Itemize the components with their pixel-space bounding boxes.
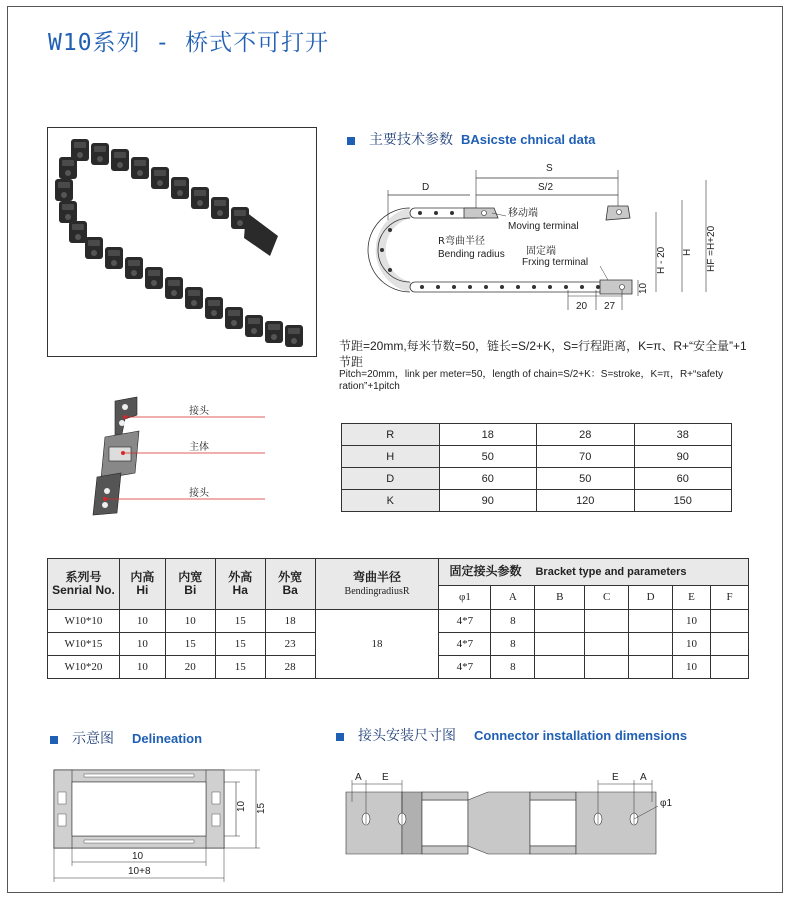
table-cell: 10 — [119, 610, 165, 633]
table-row — [342, 468, 732, 490]
table-cell — [585, 656, 629, 679]
table-cell — [585, 610, 629, 633]
table-row — [342, 424, 732, 446]
header-text: Senrial No. — [52, 583, 115, 597]
dim-h15: 15 — [256, 802, 267, 814]
fixed-zh: 固定端 — [526, 246, 556, 257]
basic-heading-zh: 主要技术参数 — [369, 131, 453, 147]
table-header-row — [48, 559, 749, 586]
part-body: 主体 — [189, 442, 209, 453]
dim-s: S — [546, 163, 553, 174]
table-cell: 70 — [537, 446, 635, 468]
connector-drawing — [336, 762, 676, 862]
table-cell: 8 — [491, 610, 535, 633]
table-cell: 10 — [119, 633, 165, 656]
table-cell: 150 — [634, 490, 732, 512]
table-cell — [629, 610, 673, 633]
col-series — [48, 559, 120, 610]
product-photo — [47, 127, 317, 357]
table-cell: H — [342, 446, 440, 468]
table-cell — [585, 633, 629, 656]
col-bracket — [439, 559, 749, 586]
table-cell — [711, 656, 749, 679]
header-text: 固定接头参数 — [449, 564, 522, 578]
table-cell: 8 — [491, 633, 535, 656]
header-text: 外高 — [228, 570, 253, 584]
page-title: W10系列 - 桥式不可打开 — [48, 30, 330, 56]
table-cell: 120 — [537, 490, 635, 512]
table-cell: 15 — [215, 656, 265, 679]
header-text: 外宽 — [278, 570, 303, 584]
header-text: BendingradiusR — [344, 585, 410, 597]
header-text: Bi — [184, 583, 197, 597]
table-cell: 60 — [439, 468, 537, 490]
table-cell: R — [342, 424, 440, 446]
delineation-heading — [50, 728, 202, 748]
part-head2: 接头 — [189, 488, 209, 499]
header-text: Ba — [282, 583, 298, 597]
header-text: 内高 — [130, 570, 155, 584]
col-d: D — [629, 586, 673, 610]
header-text: Ha — [232, 583, 248, 597]
dim-w18: 10+8 — [128, 866, 151, 877]
delineation-heading-zh: 示意图 — [72, 730, 114, 746]
table-cell: 50 — [537, 468, 635, 490]
connector-heading-en: Connector installation dimensions — [474, 728, 688, 743]
col-b: B — [535, 586, 585, 610]
table-cell: W10*20 — [48, 656, 120, 679]
table-cell: 90 — [439, 490, 537, 512]
table-cell: 15 — [215, 633, 265, 656]
note-zh: 节距=20mm,每米节数=50，链长=S/2+K，S=行程距离，K=π、R+“安全量”+1节距 — [339, 339, 747, 369]
table-cell: 28 — [537, 424, 635, 446]
col-f: F — [711, 586, 749, 610]
table-cell: 15 — [215, 610, 265, 633]
header-text: 系列号 — [65, 570, 102, 584]
table-cell: 4*7 — [439, 610, 491, 633]
table-cell: 10 — [673, 610, 711, 633]
dim-s2: S/2 — [538, 182, 554, 193]
dim-hf: HF =H+20 — [706, 225, 717, 272]
delineation-heading-en: Delineation — [132, 731, 203, 746]
dim-h20: H - 20 — [656, 246, 667, 274]
table-cell — [535, 610, 585, 633]
fixed-en: Frxing terminal — [522, 257, 589, 268]
table-cell: W10*15 — [48, 633, 120, 656]
table-cell — [535, 633, 585, 656]
header-text: 弯曲半径 — [353, 569, 402, 584]
table-cell: 4*7 — [439, 633, 491, 656]
dim-h: H — [682, 248, 693, 256]
table-row — [342, 446, 732, 468]
chain-technical-drawing — [360, 150, 750, 310]
table-cell — [535, 656, 585, 679]
col-ba — [265, 559, 315, 610]
table-cell: 23 — [265, 633, 315, 656]
dim-10: 10 — [638, 282, 649, 294]
link-parts-diagram — [75, 395, 315, 520]
dim-d: D — [422, 182, 430, 193]
dim-a-left: A — [355, 772, 362, 783]
table-cell — [711, 633, 749, 656]
table-cell: 20 — [165, 656, 215, 679]
table-cell — [629, 656, 673, 679]
table-cell: 8 — [491, 656, 535, 679]
basic-data-heading — [347, 129, 595, 149]
bullet-square-icon — [50, 736, 58, 744]
table-row — [48, 610, 749, 633]
bullet-square-icon — [336, 733, 344, 741]
table-cell: 28 — [265, 656, 315, 679]
dim-e-right: E — [612, 772, 619, 783]
table-cell: 10 — [673, 633, 711, 656]
col-a: A — [491, 586, 535, 610]
col-e: E — [673, 586, 711, 610]
moving-en: Moving terminal — [508, 221, 579, 232]
header-text: Bracket type and parameters — [535, 566, 687, 578]
dim-27: 27 — [604, 301, 616, 310]
col-bi — [165, 559, 215, 610]
table-cell: 4*7 — [439, 656, 491, 679]
radius-zh: R弯曲半径 — [438, 236, 485, 247]
table-cell: 60 — [634, 468, 732, 490]
basic-heading-en: BAsicste chnical data — [461, 132, 596, 147]
part-head1: 接头 — [189, 406, 209, 417]
table-cell: 18 — [265, 610, 315, 633]
header-text: 内宽 — [178, 570, 203, 584]
dim-phi: φ1 — [660, 798, 673, 809]
table-row — [342, 490, 732, 512]
moving-zh: 移动端 — [508, 208, 538, 219]
table-cell: 38 — [634, 424, 732, 446]
dim-a-right: A — [640, 772, 647, 783]
table-cell: D — [342, 468, 440, 490]
col-hi — [119, 559, 165, 610]
bullet-square-icon — [347, 137, 355, 145]
table-cell — [711, 610, 749, 633]
table-cell: W10*10 — [48, 610, 120, 633]
col-bend — [315, 559, 439, 610]
series-parameter-table — [47, 558, 749, 679]
dim-h10: 10 — [236, 800, 247, 812]
table-cell — [629, 633, 673, 656]
radius-en: Bending radius — [438, 249, 505, 260]
dim-e-left: E — [382, 772, 389, 783]
table-cell: 10 — [119, 656, 165, 679]
col-ha — [215, 559, 265, 610]
r-parameter-table — [341, 423, 732, 512]
col-c: C — [585, 586, 629, 610]
table-cell: 50 — [439, 446, 537, 468]
table-cell: 10 — [673, 656, 711, 679]
delineation-drawing — [44, 762, 274, 884]
table-cell: 18 — [439, 424, 537, 446]
connector-heading — [336, 725, 687, 745]
connector-heading-zh: 接头安装尺寸图 — [358, 727, 456, 743]
table-cell-bend: 18 — [315, 610, 439, 679]
col-phi: φ1 — [439, 586, 491, 610]
dim-w10: 10 — [132, 851, 144, 862]
note-en: Pitch=20mm，link per meter=50，length of chain=S/2+K：S=stroke，K=π，R+“safety ration”+1pitch — [339, 369, 724, 392]
header-text: Hi — [136, 583, 149, 597]
table-cell: 15 — [165, 633, 215, 656]
table-cell: 10 — [165, 610, 215, 633]
table-cell: K — [342, 490, 440, 512]
dim-20: 20 — [576, 301, 588, 310]
table-cell: 90 — [634, 446, 732, 468]
